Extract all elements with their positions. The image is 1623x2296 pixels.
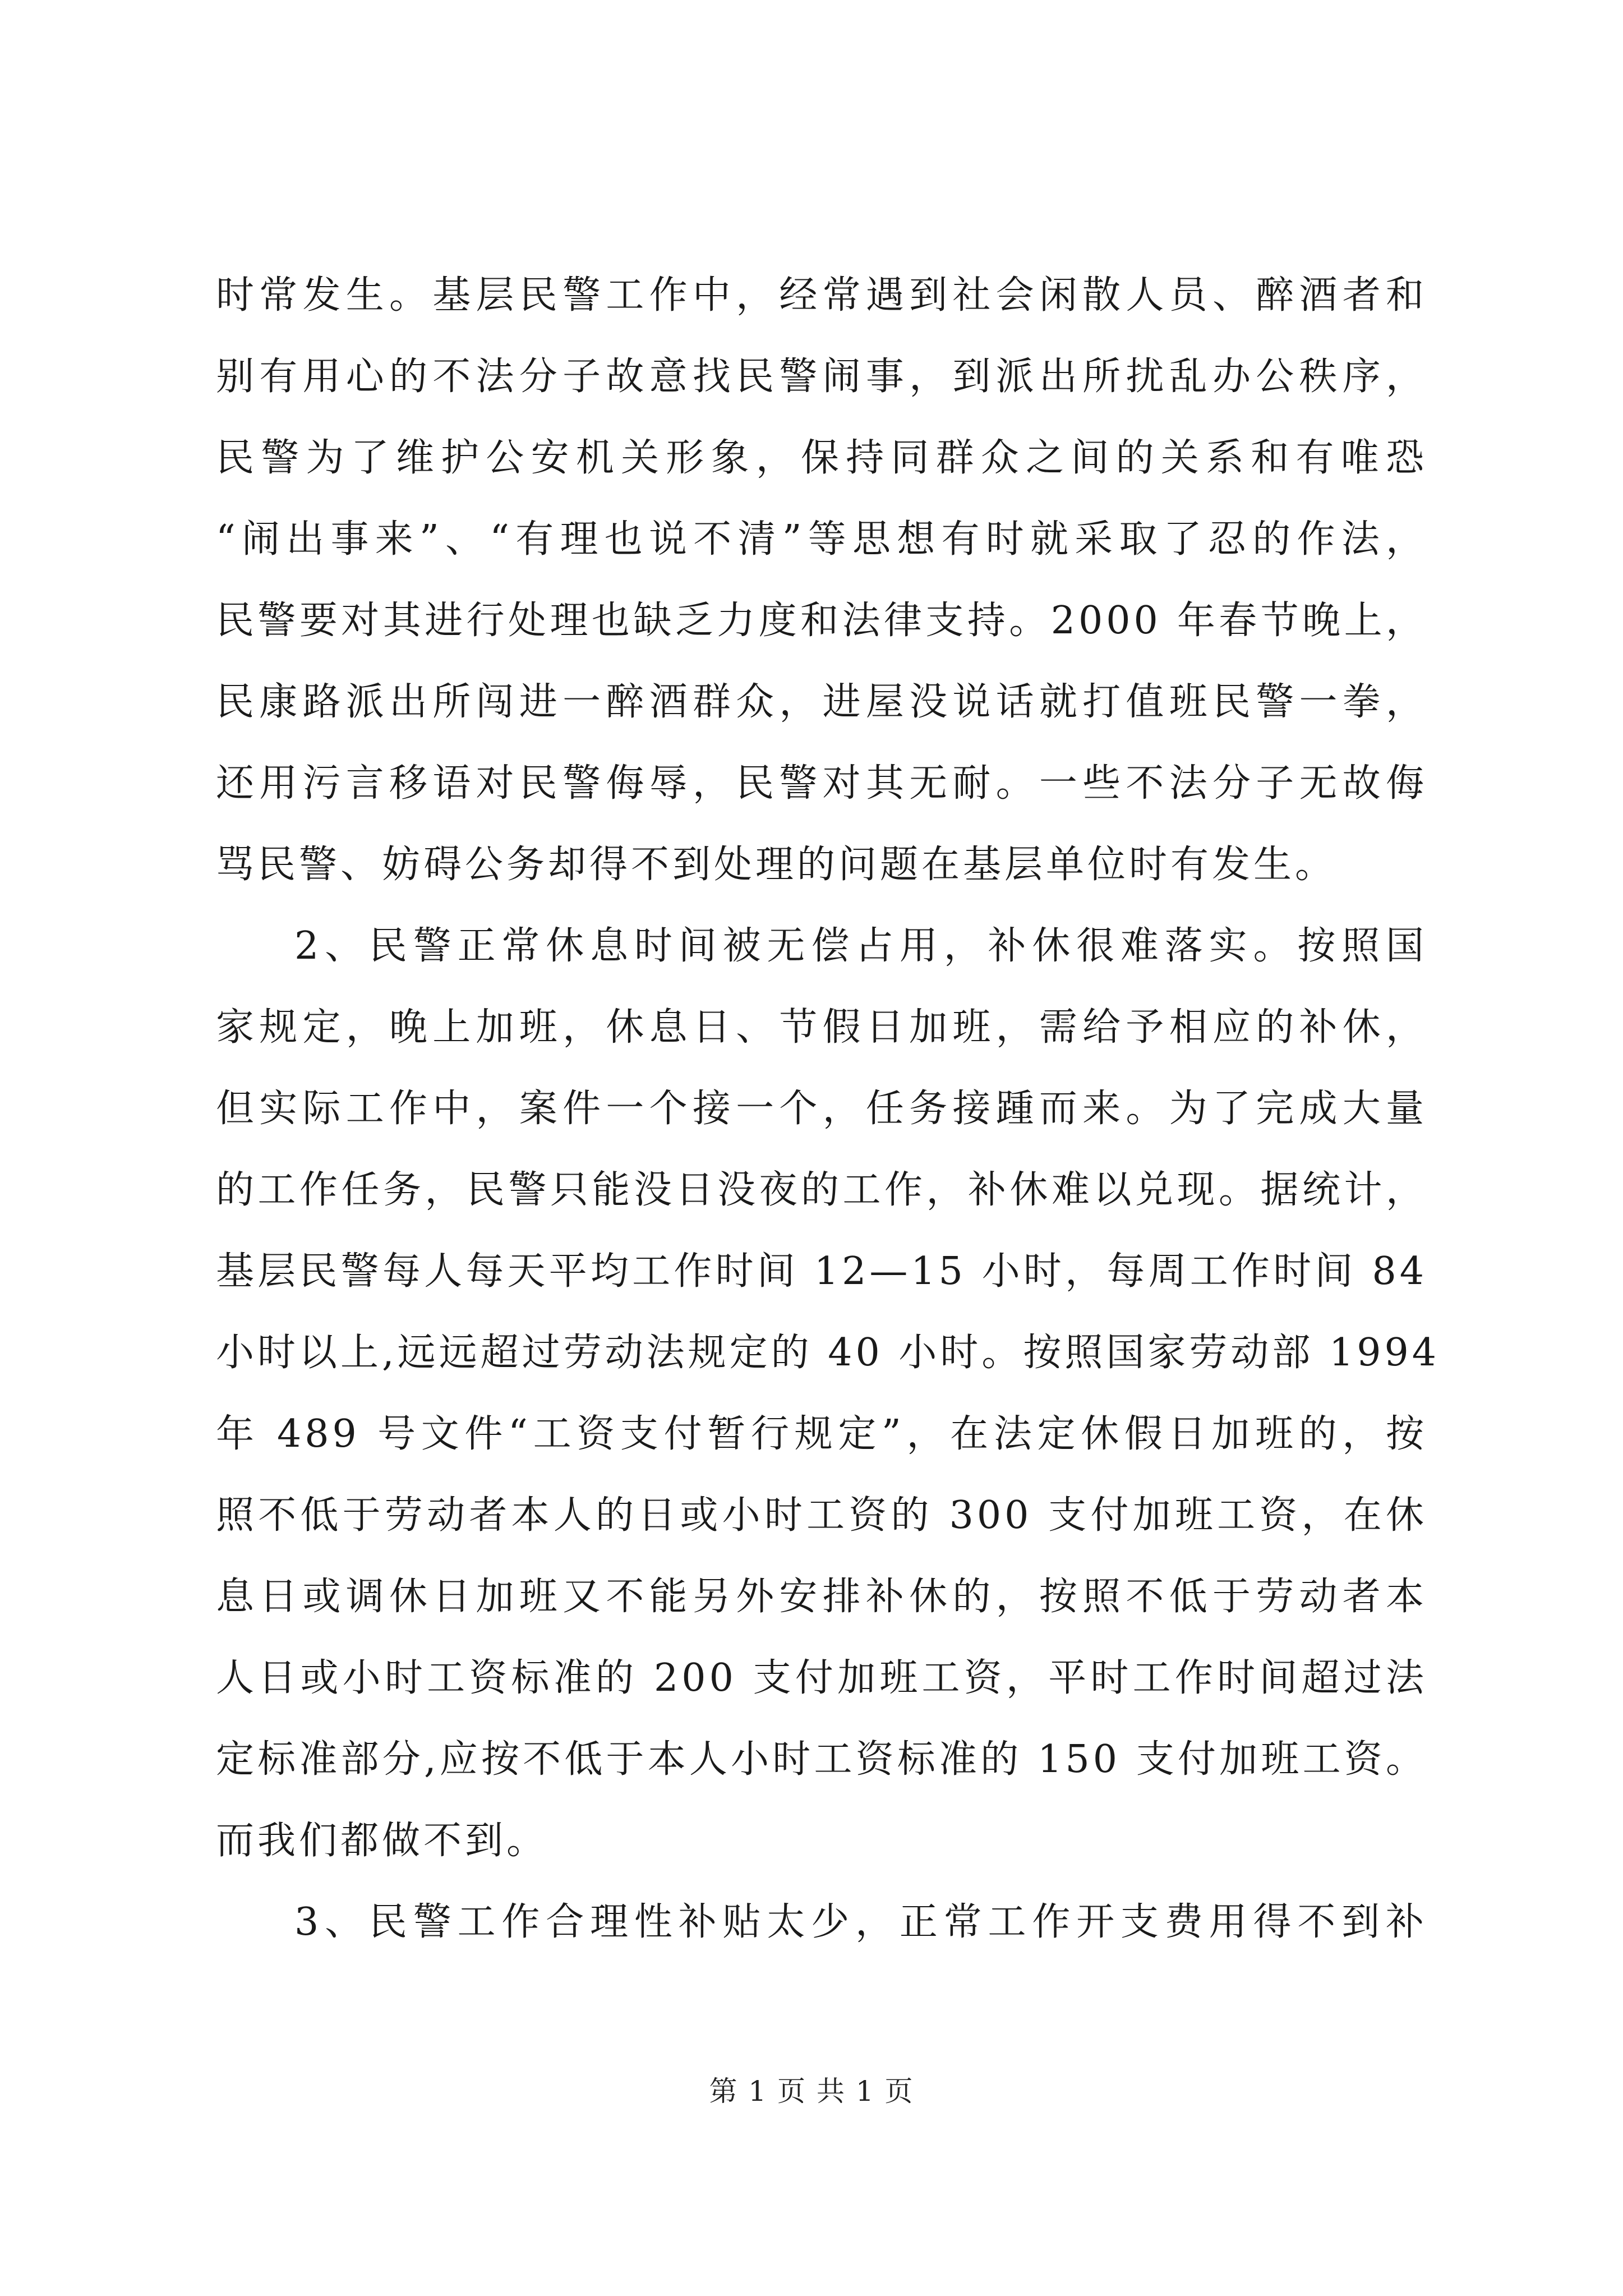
text-line: 的工作任务，民警只能没日没夜的工作，补休难以兑现。据统计，: [216, 1168, 1427, 1212]
text-line: 息日或调休日加班又不能另外安排补休的，按照不低于劳动者本: [216, 1575, 1427, 1619]
text-line: 照不低于劳动者本人的日或小时工资的 300 支付加班工资，在休: [216, 1493, 1427, 1538]
page-footer: 第 1 页 共 1 页: [709, 2075, 914, 2108]
text-line: 家规定，晚上加班，休息日、节假日加班，需给予相应的补休，: [216, 1005, 1427, 1050]
text-line: 但实际工作中，案件一个接一个，任务接踵而来。为了完成大量: [216, 1087, 1427, 1131]
paragraph-start-line: 3、民警工作合理性补贴太少，正常工作开支费用得不到补: [294, 1900, 1427, 1944]
document-body: [216, 255, 1440, 1963]
text-line: 民康路派出所闯进一醉酒群众，进屋没说话就打值班民警一拳，: [216, 680, 1427, 724]
text-line: 而我们都做不到。: [216, 1819, 548, 1863]
text-line: 骂民警、妨碍公务却得不到处理的问题在基层单位时有发生。: [216, 843, 1337, 887]
text-line: 小时以上,远远超过劳动法规定的 40 小时。按照国家劳动部 1994: [216, 1331, 1440, 1375]
paragraph-start-line: 2、民警正常休息时间被无偿占用，补休很难落实。按照国: [294, 924, 1427, 968]
text-line: 人日或小时工资标准的 200 支付加班工资，平时工作时间超过法: [216, 1656, 1427, 1700]
text-line: “闹出事来”、“有理也说不清”等思想有时就采取了忍的作法，: [216, 517, 1427, 562]
text-line: 民警要对其进行处理也缺乏力度和法律支持。2000 年春节晚上，: [216, 599, 1427, 643]
text-line: 定标准部分,应按不低于本人小时工资标准的 150 支付加班工资。: [216, 1737, 1427, 1782]
text-line: 年 489 号文件“工资支付暂行规定”，在法定休假日加班的，按: [216, 1412, 1427, 1456]
text-line: 别有用心的不法分子故意找民警闹事，到派出所扰乱办公秩序，: [216, 355, 1427, 399]
text-line: 基层民警每人每天平均工作时间 12—15 小时，每周工作时间 84: [216, 1249, 1427, 1294]
text-line: 时常发生。基层民警工作中，经常遇到社会闲散人员、醉酒者和: [216, 273, 1427, 318]
text-line: 还用污言移语对民警侮辱，民警对其无耐。一些不法分子无故侮: [216, 761, 1427, 806]
text-line: 民警为了维护公安机关形象，保持同群众之间的关系和有唯恐: [216, 436, 1427, 480]
